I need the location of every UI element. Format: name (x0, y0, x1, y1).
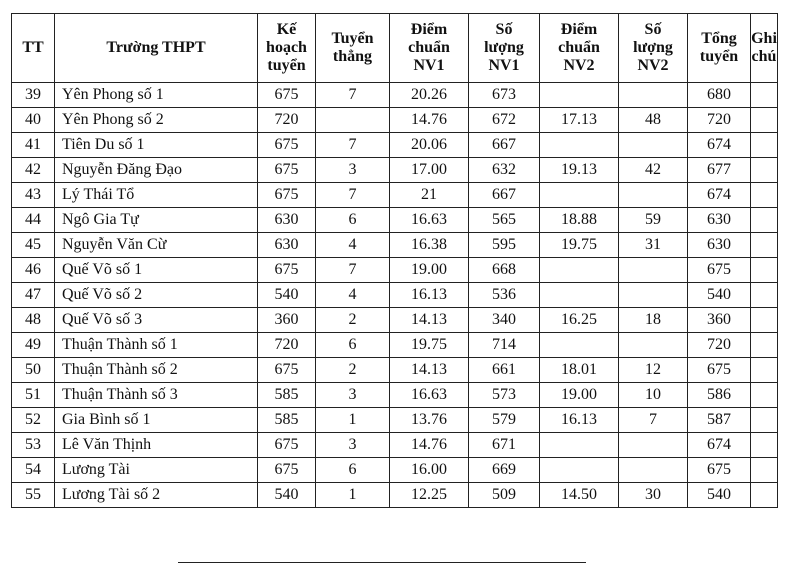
table-row (12, 308, 778, 333)
cell-total: 677 (688, 158, 751, 183)
cell-direct: 3 (316, 383, 390, 408)
cell-planned: 585 (258, 408, 316, 433)
cell-tt: 45 (12, 233, 55, 258)
cell-total: 680 (688, 83, 751, 108)
header-line: Ghi (751, 30, 777, 47)
cell-cutoff-nv1: 16.00 (390, 458, 469, 483)
cell-tt: 41 (12, 133, 55, 158)
cell-direct: 2 (316, 358, 390, 383)
cell-count-nv2: 12 (619, 358, 688, 383)
header-line: Kế (276, 21, 297, 38)
cell-count-nv1: 667 (469, 133, 540, 158)
cell-total: 587 (688, 408, 751, 433)
cell-school: Thuận Thành số 2 (55, 358, 258, 383)
table-row (12, 258, 778, 283)
cell-direct: 1 (316, 408, 390, 433)
cell-cutoff-nv2 (540, 283, 619, 308)
header-line: NV2 (637, 57, 669, 74)
header-line: Số (495, 21, 513, 38)
cell-tt: 55 (12, 483, 55, 508)
cell-total: 675 (688, 358, 751, 383)
cell-direct: 6 (316, 458, 390, 483)
header-note (751, 14, 778, 83)
cell-cutoff-nv1: 19.75 (390, 333, 469, 358)
cell-school: Lê Văn Thịnh (55, 433, 258, 458)
cell-count-nv1: 667 (469, 183, 540, 208)
header-line: chú (751, 48, 777, 65)
cell-planned: 675 (258, 458, 316, 483)
cell-school: Nguyễn Văn Cừ (55, 233, 258, 258)
cell-planned: 540 (258, 483, 316, 508)
cell-direct: 7 (316, 258, 390, 283)
cell-note (751, 183, 778, 208)
cell-count-nv2 (619, 133, 688, 158)
table-row (12, 433, 778, 458)
cell-planned: 630 (258, 233, 316, 258)
cell-planned: 675 (258, 258, 316, 283)
cell-cutoff-nv1: 16.63 (390, 383, 469, 408)
cell-tt: 42 (12, 158, 55, 183)
cell-count-nv2: 30 (619, 483, 688, 508)
cell-note (751, 433, 778, 458)
cell-note (751, 383, 778, 408)
cell-planned: 675 (258, 433, 316, 458)
cell-cutoff-nv1: 16.38 (390, 233, 469, 258)
cell-school: Thuận Thành số 1 (55, 333, 258, 358)
cell-cutoff-nv1: 20.26 (390, 83, 469, 108)
cell-note (751, 133, 778, 158)
table-row (12, 383, 778, 408)
cell-count-nv1: 672 (469, 108, 540, 133)
footer-rule (178, 562, 586, 563)
table-row (12, 208, 778, 233)
cell-direct (316, 108, 390, 133)
cell-tt: 40 (12, 108, 55, 133)
cell-cutoff-nv1: 14.13 (390, 358, 469, 383)
cell-school: Yên Phong số 2 (55, 108, 258, 133)
header-line: tuyển (699, 48, 739, 65)
header-line: chuẩn (558, 39, 600, 56)
cell-direct: 3 (316, 158, 390, 183)
cell-direct: 1 (316, 483, 390, 508)
header-planned (258, 14, 316, 83)
cell-cutoff-nv1: 20.06 (390, 133, 469, 158)
cell-count-nv1: 669 (469, 458, 540, 483)
cell-cutoff-nv1: 16.63 (390, 208, 469, 233)
table-row (12, 158, 778, 183)
cell-cutoff-nv2 (540, 433, 619, 458)
cell-tt: 39 (12, 83, 55, 108)
cell-total: 360 (688, 308, 751, 333)
table-row (12, 408, 778, 433)
cell-total: 674 (688, 433, 751, 458)
cell-planned: 540 (258, 283, 316, 308)
cell-tt: 46 (12, 258, 55, 283)
cell-cutoff-nv2: 16.25 (540, 308, 619, 333)
header-school (55, 14, 258, 83)
cell-cutoff-nv2: 16.13 (540, 408, 619, 433)
cell-count-nv2: 18 (619, 308, 688, 333)
cell-total: 540 (688, 483, 751, 508)
table-row (12, 283, 778, 308)
cell-count-nv2: 7 (619, 408, 688, 433)
cell-direct: 7 (316, 133, 390, 158)
cell-school: Quế Võ số 2 (55, 283, 258, 308)
cell-count-nv2: 31 (619, 233, 688, 258)
cell-total: 720 (688, 333, 751, 358)
cell-cutoff-nv1: 14.76 (390, 433, 469, 458)
cell-school: Quế Võ số 1 (55, 258, 258, 283)
header-cutoff-nv1 (390, 14, 469, 83)
header-line: Điểm (560, 21, 598, 38)
cell-school: Thuận Thành số 3 (55, 383, 258, 408)
table-row (12, 358, 778, 383)
cell-note (751, 333, 778, 358)
cell-tt: 48 (12, 308, 55, 333)
cell-count-nv2 (619, 433, 688, 458)
header-line: lượng (633, 39, 673, 56)
cell-total: 630 (688, 233, 751, 258)
cell-count-nv1: 573 (469, 383, 540, 408)
cell-tt: 53 (12, 433, 55, 458)
cell-count-nv1: 536 (469, 283, 540, 308)
cell-count-nv1: 671 (469, 433, 540, 458)
table-row (12, 483, 778, 508)
cell-total: 675 (688, 458, 751, 483)
cell-tt: 43 (12, 183, 55, 208)
cell-cutoff-nv2: 19.13 (540, 158, 619, 183)
cell-school: Nguyễn Đăng Đạo (55, 158, 258, 183)
cell-tt: 51 (12, 383, 55, 408)
cell-total: 540 (688, 283, 751, 308)
cell-school: Quế Võ số 3 (55, 308, 258, 333)
cell-cutoff-nv2: 17.13 (540, 108, 619, 133)
header-line: NV1 (413, 57, 445, 74)
cell-count-nv2 (619, 283, 688, 308)
header-row (12, 14, 778, 83)
cell-count-nv1: 668 (469, 258, 540, 283)
header-line: NV2 (563, 57, 595, 74)
cell-direct: 6 (316, 208, 390, 233)
cell-cutoff-nv2 (540, 258, 619, 283)
cell-note (751, 233, 778, 258)
cell-note (751, 258, 778, 283)
cell-count-nv2: 42 (619, 158, 688, 183)
cell-count-nv1: 579 (469, 408, 540, 433)
cell-tt: 50 (12, 358, 55, 383)
table-body (12, 83, 778, 508)
cell-note (751, 358, 778, 383)
cell-cutoff-nv1: 14.13 (390, 308, 469, 333)
cell-count-nv1: 632 (469, 158, 540, 183)
cell-count-nv1: 340 (469, 308, 540, 333)
cell-planned: 675 (258, 133, 316, 158)
cell-total: 674 (688, 133, 751, 158)
cell-cutoff-nv1: 19.00 (390, 258, 469, 283)
cell-cutoff-nv1: 21 (390, 183, 469, 208)
cell-planned: 360 (258, 308, 316, 333)
cell-tt: 52 (12, 408, 55, 433)
cell-direct: 4 (316, 233, 390, 258)
cell-total: 674 (688, 183, 751, 208)
header-line: chuẩn (408, 39, 450, 56)
header-line: Số (644, 21, 662, 38)
table-header (12, 14, 778, 83)
header-direct (316, 14, 390, 83)
cell-planned: 675 (258, 358, 316, 383)
cell-count-nv1: 673 (469, 83, 540, 108)
table-row (12, 83, 778, 108)
cell-count-nv2 (619, 83, 688, 108)
cell-planned: 630 (258, 208, 316, 233)
header-line: lượng (484, 39, 524, 56)
cell-count-nv2 (619, 258, 688, 283)
table-row (12, 333, 778, 358)
cell-school: Lý Thái Tổ (55, 183, 258, 208)
header-cutoff-nv2 (540, 14, 619, 83)
header-line: Trường THPT (106, 39, 206, 56)
cell-cutoff-nv2: 14.50 (540, 483, 619, 508)
cell-count-nv1: 595 (469, 233, 540, 258)
cell-school: Tiên Du số 1 (55, 133, 258, 158)
cell-tt: 47 (12, 283, 55, 308)
cell-planned: 675 (258, 183, 316, 208)
cell-cutoff-nv1: 14.76 (390, 108, 469, 133)
cell-note (751, 283, 778, 308)
cell-count-nv1: 661 (469, 358, 540, 383)
cell-total: 675 (688, 258, 751, 283)
cell-cutoff-nv1: 13.76 (390, 408, 469, 433)
cell-school: Lương Tài số 2 (55, 483, 258, 508)
cell-cutoff-nv2 (540, 133, 619, 158)
cell-cutoff-nv1: 16.13 (390, 283, 469, 308)
cell-cutoff-nv2 (540, 458, 619, 483)
header-line: hoạch (266, 39, 307, 56)
cell-school: Ngô Gia Tự (55, 208, 258, 233)
cell-note (751, 108, 778, 133)
header-count-nv1 (469, 14, 540, 83)
cell-cutoff-nv2 (540, 83, 619, 108)
cell-note (751, 458, 778, 483)
cell-count-nv2: 48 (619, 108, 688, 133)
cell-note (751, 83, 778, 108)
cell-count-nv2 (619, 458, 688, 483)
table-row (12, 108, 778, 133)
cell-planned: 720 (258, 333, 316, 358)
header-line: NV1 (488, 57, 520, 74)
header-line: thẳng (332, 48, 373, 65)
cell-total: 586 (688, 383, 751, 408)
cell-cutoff-nv1: 12.25 (390, 483, 469, 508)
cell-direct: 6 (316, 333, 390, 358)
cell-note (751, 158, 778, 183)
cell-count-nv1: 714 (469, 333, 540, 358)
cell-count-nv2: 59 (619, 208, 688, 233)
cell-total: 720 (688, 108, 751, 133)
cell-direct: 4 (316, 283, 390, 308)
cell-total: 630 (688, 208, 751, 233)
header-line: Điểm (410, 21, 448, 38)
cell-direct: 3 (316, 433, 390, 458)
table-row (12, 133, 778, 158)
header-count-nv2 (619, 14, 688, 83)
cell-tt: 44 (12, 208, 55, 233)
cell-note (751, 208, 778, 233)
cell-cutoff-nv2 (540, 183, 619, 208)
cell-direct: 7 (316, 83, 390, 108)
header-total (688, 14, 751, 83)
header-line: TT (22, 39, 44, 56)
cell-direct: 7 (316, 183, 390, 208)
cell-school: Lương Tài (55, 458, 258, 483)
cell-count-nv2 (619, 333, 688, 358)
cell-cutoff-nv2 (540, 333, 619, 358)
cell-cutoff-nv1: 17.00 (390, 158, 469, 183)
cell-tt: 54 (12, 458, 55, 483)
cell-note (751, 483, 778, 508)
cell-count-nv2: 10 (619, 383, 688, 408)
cell-tt: 49 (12, 333, 55, 358)
cell-cutoff-nv2: 18.01 (540, 358, 619, 383)
admissions-table (11, 13, 778, 508)
cell-direct: 2 (316, 308, 390, 333)
table-row (12, 458, 778, 483)
cell-planned: 585 (258, 383, 316, 408)
cell-planned: 675 (258, 158, 316, 183)
header-line: Tuyển (331, 30, 374, 47)
cell-cutoff-nv2: 18.88 (540, 208, 619, 233)
table-row (12, 233, 778, 258)
header-line: tuyển (267, 57, 306, 74)
table-row (12, 183, 778, 208)
cell-note (751, 408, 778, 433)
cell-note (751, 308, 778, 333)
header-tt (12, 14, 55, 83)
cell-cutoff-nv2: 19.75 (540, 233, 619, 258)
cell-school: Yên Phong số 1 (55, 83, 258, 108)
cell-planned: 675 (258, 83, 316, 108)
cell-count-nv1: 565 (469, 208, 540, 233)
cell-school: Gia Bình số 1 (55, 408, 258, 433)
cell-count-nv2 (619, 183, 688, 208)
cell-count-nv1: 509 (469, 483, 540, 508)
header-line: Tổng (701, 30, 737, 47)
cell-cutoff-nv2: 19.00 (540, 383, 619, 408)
cell-planned: 720 (258, 108, 316, 133)
